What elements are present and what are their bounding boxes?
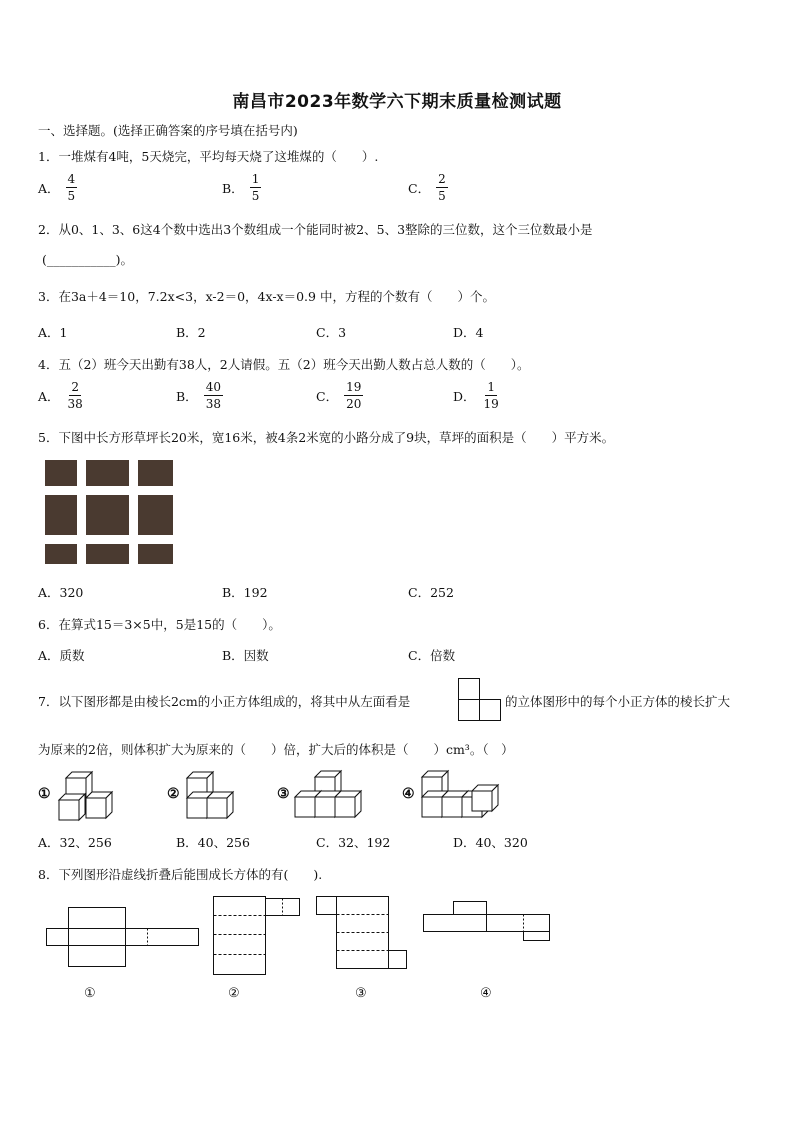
question-5-text: 5．下图中长方形草坪长20米，宽16米，被4条2米宽的小路分成了9块，草坪的面积是（ ）平方米。 <box>38 430 615 445</box>
q6-option-c[interactable]: C．倍数 <box>408 648 456 663</box>
q7-option-b[interactable]: B．40、256 <box>176 835 250 850</box>
left-view-figure <box>458 678 502 722</box>
numerator: 4 <box>67 172 76 186</box>
fraction <box>250 172 262 203</box>
question-6-text: 6．在算式15＝3×5中，5是15的（ ）。 <box>38 617 281 632</box>
question-7-text-a: 7．以下图形都是由棱长2cm的小正方体组成的，将其中从左面看是 <box>38 694 411 709</box>
denominator: 38 <box>205 397 221 411</box>
q4-option-d[interactable] <box>453 380 501 411</box>
path <box>129 460 138 564</box>
q4-option-a[interactable] <box>38 380 85 411</box>
fraction <box>66 172 78 203</box>
q7-option-c[interactable]: C．32、192 <box>316 835 391 850</box>
section-heading: 一、选择题。(选择正确答案的序号填在括号内) <box>38 123 298 138</box>
option-label: C． <box>408 180 431 196</box>
figure-label-3: ③ <box>277 786 290 802</box>
option-label: B． <box>222 180 244 196</box>
numerator: 40 <box>205 380 221 394</box>
q5-option-c[interactable]: C．252 <box>408 585 454 600</box>
net-label-3: ③ <box>355 986 367 1001</box>
numerator: 1 <box>251 172 260 186</box>
q5-option-a[interactable]: A．320 <box>38 585 84 600</box>
figure-label-2: ② <box>167 786 180 802</box>
net-figure-3 <box>316 896 410 970</box>
fraction <box>436 172 448 203</box>
net-label-2: ② <box>228 986 240 1001</box>
cube-figure-2 <box>183 768 237 820</box>
net-figure-2 <box>213 896 303 976</box>
q3-option-b[interactable]: B．2 <box>176 325 206 340</box>
numerator: 2 <box>438 172 446 186</box>
fraction <box>204 380 223 411</box>
q1-option-b[interactable] <box>222 172 261 203</box>
q5-option-b[interactable]: B．192 <box>222 585 268 600</box>
cube-figure-4 <box>420 767 502 819</box>
denominator: 19 <box>483 397 499 411</box>
q4-option-c[interactable] <box>316 380 363 411</box>
net-figure-4 <box>423 900 551 942</box>
denominator: 20 <box>346 397 362 411</box>
q3-option-c[interactable]: C．3 <box>316 325 347 340</box>
q1-option-a[interactable] <box>38 172 77 203</box>
option-label: B． <box>176 388 198 404</box>
q2-answer-blank[interactable]: (___________)。 <box>42 252 134 267</box>
path <box>45 535 173 544</box>
q3-option-a[interactable]: A．1 <box>38 325 68 340</box>
fraction <box>482 380 501 411</box>
fraction <box>344 380 363 411</box>
denominator: 5 <box>251 189 260 203</box>
figure-label-1: ① <box>38 786 51 802</box>
net-figure-1 <box>46 906 200 968</box>
option-label: D． <box>453 388 476 404</box>
denominator: 5 <box>67 189 76 203</box>
question-7-text-b: 的立体图形中的每个小正方体的棱长扩大 <box>505 694 731 709</box>
denominator: 5 <box>438 189 446 203</box>
q4-option-b[interactable] <box>176 380 223 411</box>
question-1-text: 1．一堆煤有4吨，5天烧完，平均每天烧了这堆煤的（ ）. <box>38 149 379 164</box>
fraction <box>66 380 85 411</box>
unit-cube <box>472 785 498 811</box>
option-label: A． <box>38 388 60 404</box>
q1-option-c[interactable] <box>408 172 448 203</box>
figure-label-4: ④ <box>402 786 415 802</box>
page-title: 南昌市2023年数学六下期末质量检测试题 <box>232 92 562 112</box>
lawn-diagram <box>45 460 173 564</box>
net-label-1: ① <box>84 986 96 1001</box>
path <box>45 486 173 495</box>
question-2-text: 2．从0、1、3、6这4个数中选出3个数组成一个能同时被2、5、3整除的三位数，这个三位数最小是 <box>38 222 593 237</box>
lawn <box>45 460 173 564</box>
q7-option-a[interactable]: A．32、256 <box>38 835 112 850</box>
numerator: 1 <box>487 380 495 394</box>
unit-cube <box>335 791 361 817</box>
option-label: A． <box>38 180 60 196</box>
q7-option-d[interactable]: D．40、320 <box>453 835 528 850</box>
question-8-text: 8．下列图形沿虚线折叠后能围成长方体的有( ). <box>38 867 323 882</box>
denominator: 38 <box>67 397 83 411</box>
q6-option-b[interactable]: B．因数 <box>222 648 269 663</box>
cube-figure-3 <box>293 767 365 819</box>
numerator: 2 <box>71 380 79 394</box>
question-4-text: 4．五（2）班今天出勤有38人，2人请假。五（2）班今天出勤人数占总人数的（ ）。 <box>38 357 530 372</box>
unit-cube <box>59 794 85 820</box>
unit-cube <box>207 792 233 818</box>
cube-figure-1 <box>56 764 116 822</box>
question-3-text: 3．在3a＋4＝10，7.2x<3，x-2＝0，4x-x＝0.9 中，方程的个数有（ ）个。 <box>38 289 495 304</box>
net-label-4: ④ <box>480 986 492 1001</box>
q3-option-d[interactable]: D．4 <box>453 325 484 340</box>
q6-option-a[interactable]: A．质数 <box>38 648 85 663</box>
option-label: C． <box>316 388 339 404</box>
path <box>77 460 86 564</box>
unit-cube <box>86 792 112 818</box>
numerator: 19 <box>346 380 362 394</box>
question-7-text-c: 为原来的2倍，则体积扩大为原来的（ ）倍，扩大后的体积是（ ）cm³。（ ） <box>38 742 514 757</box>
